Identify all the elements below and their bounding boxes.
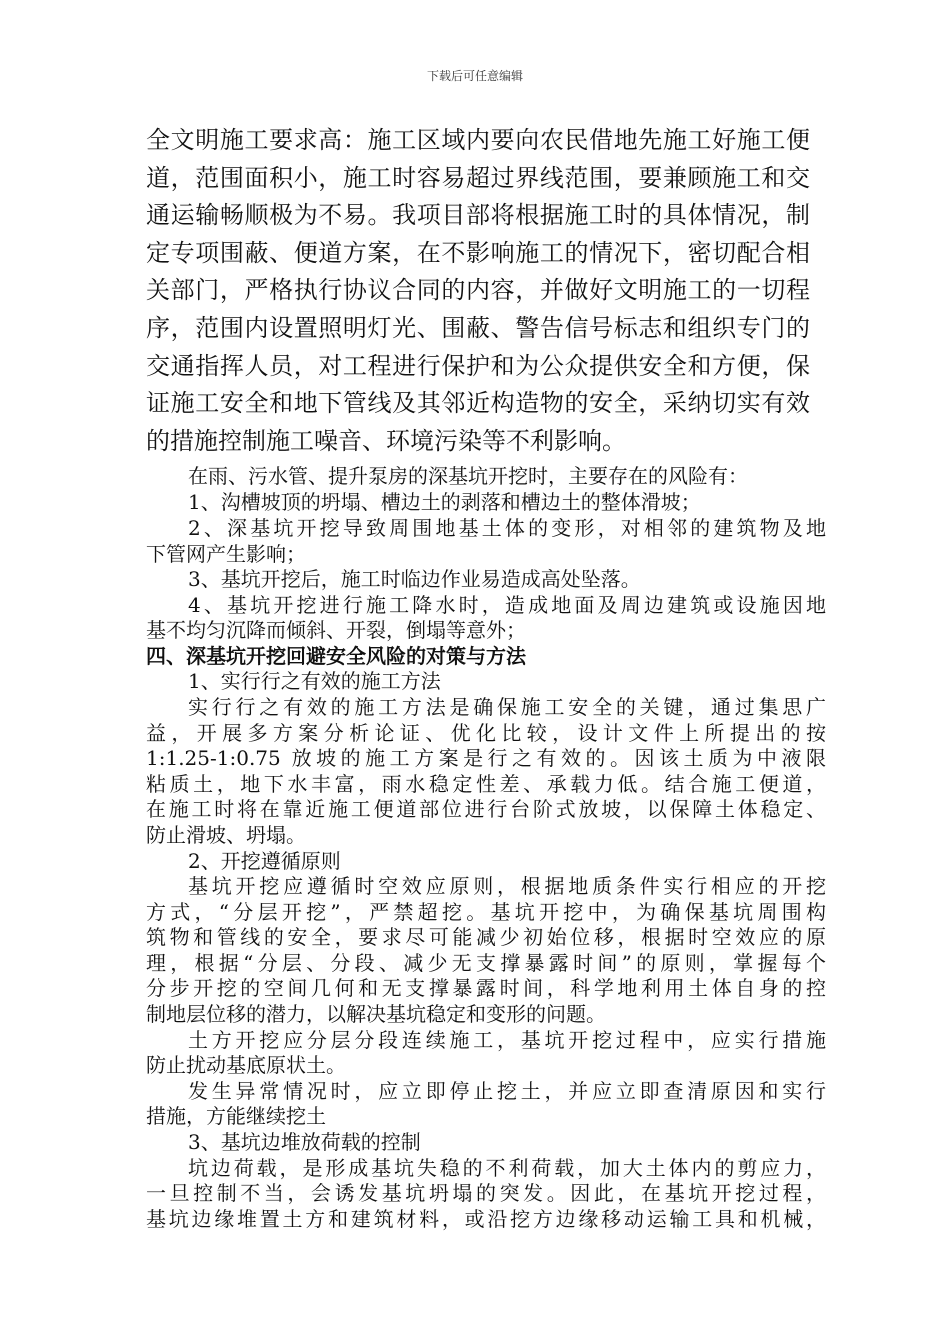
paragraph-start: 坑边荷载，是形成基坑失稳的不利荷载，加大土体内的剪应力， xyxy=(188,1156,826,1180)
text-line: 方式，“分层开挖”，严禁超挖。基坑开挖中，为确保基坑周围构 xyxy=(146,900,826,924)
text-line: 粘质土，地下水丰富，雨水稳定性差、承载力低。结合施工便道， xyxy=(146,772,826,796)
text-line: 防止扰动基底原状土。 xyxy=(146,1053,346,1077)
text-line: 证施工安全和地下管线及其邻近构造物的安全，采纳切实有效 xyxy=(146,389,810,417)
text-line: 道，范围面积小，施工时容易超过界线范围，要兼顾施工和交 xyxy=(146,164,810,192)
list-item: 3、基坑开挖后，施工时临边作业易造成高处坠落。 xyxy=(188,567,641,591)
paragraph-start: 在雨、污水管、提升泵房的深基坑开挖时，主要存在的风险有： xyxy=(188,464,748,488)
text-line: 防止滑坡、坍塌。 xyxy=(146,823,306,847)
text-line: 一旦控制不当，会诱发基坑坍塌的突发。因此，在基坑开挖过程， xyxy=(146,1181,826,1205)
text-line: 在施工时将在靠近施工便道部位进行台阶式放坡，以保障土体稳定、 xyxy=(146,797,826,821)
text-line: 1:1.25-1:0.75 放坡的施工方案是行之有效的。因该土质为中液限 xyxy=(146,746,826,770)
text-line: 筑物和管线的安全，要求尽可能减少初始位移，根据时空效应的原 xyxy=(146,925,826,949)
text-line: 理，根据“分层、分段、减少无支撑暴露时间”的原则，掌握每个 xyxy=(146,951,826,975)
subsection-title: 2、开挖遵循原则 xyxy=(188,849,341,873)
text-line: 分步开挖的空间几何和无支撑暴露时间，科学地利用土体自身的控 xyxy=(146,976,826,1000)
page-header: 下载后可任意编辑 xyxy=(426,69,523,83)
text-line: 交通指挥人员，对工程进行保护和为公众提供安全和方便，保 xyxy=(146,352,810,380)
paragraph-start: 实行行之有效的施工方法是确保施工安全的关键，通过集思广 xyxy=(188,695,826,719)
text-line: 措施，方能继续挖土 xyxy=(146,1104,326,1128)
paragraph-start: 土方开挖应分层分段连续施工，基坑开挖过程中，应实行措施 xyxy=(188,1028,826,1052)
text-line: 的措施控制施工噪音、环境污染等不利影响。 xyxy=(146,427,626,455)
paragraph-start: 发生异常情况时，应立即停止挖土，并应立即查清原因和实行 xyxy=(188,1079,826,1103)
list-item: 4、基坑开挖进行施工降水时，造成地面及周边建筑或设施因地 xyxy=(188,593,826,617)
text-line: 关部门，严格执行协议合同的内容，并做好文明施工的一切程 xyxy=(146,276,810,304)
subsection-title: 1、实行行之有效的施工方法 xyxy=(188,669,441,693)
text-line: 基不均匀沉降而倾斜、开裂，倒塌等意外； xyxy=(146,618,526,642)
text-line: 通运输畅顺极为不易。我项目部将根据施工时的具体情况，制 xyxy=(146,201,810,229)
text-line: 全文明施工要求高：施工区域内要向农民借地先施工好施工便 xyxy=(146,126,810,154)
subsection-title: 3、基坑边堆放荷载的控制 xyxy=(188,1130,421,1154)
text-line: 制地层位移的潜力，以解决基坑稳定和变形的问题。 xyxy=(146,1002,606,1026)
text-line: 基坑边缘堆置土方和建筑材料，或沿挖方边缘移动运输工具和机械， xyxy=(146,1207,826,1231)
list-item: 2、深基坑开挖导致周围地基土体的变形，对相邻的建筑物及地 xyxy=(188,516,826,540)
text-line: 序，范围内设置照明灯光、围蔽、警告信号标志和组织专门的 xyxy=(146,314,810,342)
text-line: 益，开展多方案分析论证、优化比较，设计文件上所提出的按 xyxy=(146,721,826,745)
paragraph-start: 基坑开挖应遵循时空效应原则，根据地质条件实行相应的开挖 xyxy=(188,874,826,898)
section-heading: 四、深基坑开挖回避安全风险的对策与方法 xyxy=(146,644,526,668)
text-line: 定专项围蔽、便道方案，在不影响施工的情况下，密切配合相 xyxy=(146,239,810,267)
text-line: 下管网产生影响； xyxy=(146,542,306,566)
list-item: 1、沟槽坡顶的坍塌、槽边土的剥落和槽边土的整体滑坡； xyxy=(188,490,701,514)
